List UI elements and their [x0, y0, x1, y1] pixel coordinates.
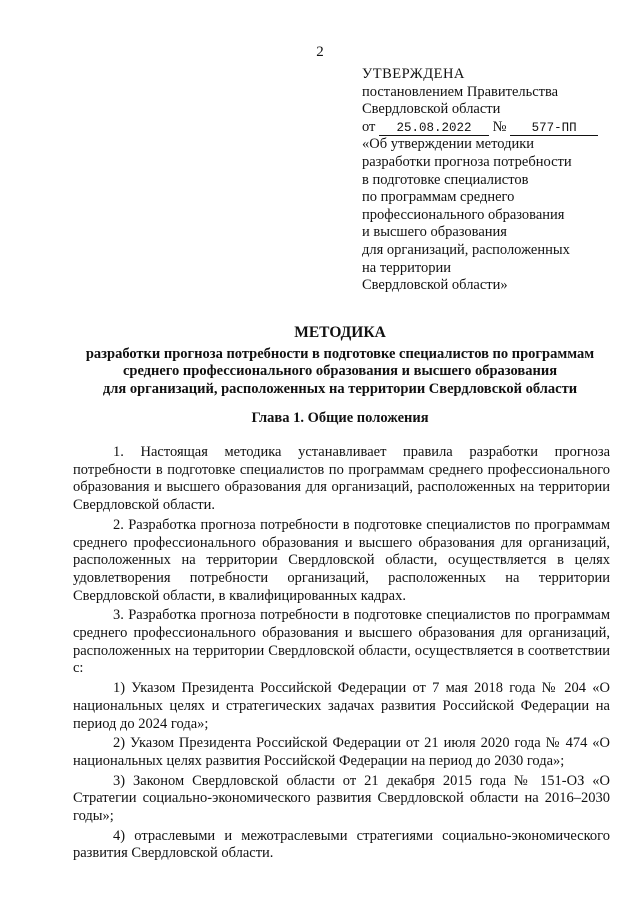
- paragraph-1: 1. Настоящая методика устанавливает правила разработки прогноза потребности в подготовке специалистов по программам среднего профессионального образования и высшего образования для организаций, расположенных на территории Свердловской области.: [73, 444, 610, 514]
- title-line-1: среднего профессионального образования и высшего образования: [122, 363, 558, 380]
- approval-date: 25.08.2022: [379, 121, 489, 136]
- paragraph-3: 3. Разработка прогноза потребности в подготовке специалистов по программам среднего профессионального образования и высшего образования для организаций, расположенных на территории Свердловской области, осуществляется в соответствии с:: [73, 607, 610, 677]
- document-title: [60, 324, 620, 398]
- subject-line-3: по программам среднего: [362, 189, 515, 206]
- approval-number: 577-ПП: [510, 121, 598, 136]
- list-item-3: 3) Законом Свердловской области от 21 декабря 2015 года № 151-ОЗ «О Стратегии социально-экономического развития Свердловской области на 2016–2030 годы»;: [73, 772, 610, 825]
- chapter-title: Глава 1. Общие положения: [251, 410, 429, 426]
- subject-line-4: профессионального образования: [362, 206, 565, 223]
- approval-block: [362, 66, 612, 295]
- number-prefix: №: [492, 118, 507, 135]
- list-item-2: 2) Указом Президента Российской Федерации от 21 июля 2020 года № 474 «О национальных целях развития Российской Федерации на период до 2030 года»;: [73, 735, 610, 769]
- approval-date-line: [362, 119, 612, 137]
- approval-line-1: постановлением Правительства: [362, 83, 559, 100]
- approval-stamp: УТВЕРЖДЕНА: [362, 66, 465, 82]
- subject-line-6: для организаций, расположенных: [362, 241, 570, 258]
- page-number: 2: [316, 44, 324, 60]
- body-text: [73, 444, 610, 863]
- subject-line-1: разработки прогноза потребности: [362, 153, 572, 170]
- paragraph-2: 2. Разработка прогноза потребности в подготовке специалистов по программам среднего профессионального образования и высшего образования для организаций, расположенных на территории Свердловской области, осуществляется в целях удовлетворения потребности организаций, расположенных на территории Свердловской области, в квалифицированных кадрах.: [73, 516, 610, 604]
- subject-line-2: в подготовке специалистов: [362, 171, 529, 188]
- list-item-4: 4) отраслевыми и межотраслевыми стратегиями социально-экономического развития Свердловской области.: [73, 827, 610, 862]
- title-line-0: разработки прогноза потребности в подготовке специалистов по программам: [85, 345, 595, 362]
- approval-line-2: Свердловской области: [362, 101, 501, 118]
- subject-line-8: Свердловской области»: [362, 277, 508, 294]
- date-prefix: от: [362, 118, 376, 135]
- subject-line-7: на территории: [362, 259, 452, 276]
- title-line-2: для организаций, расположенных на территории Свердловской области: [102, 380, 578, 397]
- title-heading: МЕТОДИКА: [294, 324, 386, 341]
- subject-line-5: и высшего образования: [362, 224, 507, 241]
- list-item-1: 1) Указом Президента Российской Федерации от 7 мая 2018 года № 204 «О национальных целях и стратегических задачах развития Российской Федерации на период до 2024 года»;: [73, 680, 610, 732]
- subject-line-0: «Об утверждении методики: [362, 136, 535, 153]
